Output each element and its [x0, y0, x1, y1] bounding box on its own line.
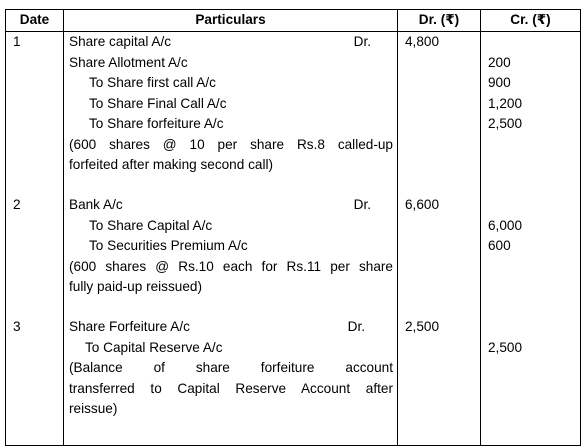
narration-line: transferred to Capital Reserve Account after: [69, 380, 393, 396]
narration: [69, 358, 393, 420]
entry-dr: [398, 195, 481, 317]
dr-mark: Dr.: [353, 197, 371, 212]
header-date: Date: [6, 10, 64, 32]
dr-amount: 6,600: [405, 197, 440, 212]
credit-account: To Share Capital A/c: [89, 217, 213, 233]
dr-mark: Dr.: [347, 319, 365, 334]
entry-dr: [398, 32, 481, 196]
cr-amount: 900: [488, 75, 511, 90]
entry-particulars: [64, 195, 398, 317]
debit-account-2: Share Allotment A/c: [69, 54, 188, 70]
narration-line: reissue): [69, 401, 118, 416]
entry-particulars: [64, 317, 398, 446]
narration-line: (Balance of share forfeiture account: [69, 360, 393, 375]
credit-account: To Share forfeiture A/c: [89, 116, 224, 131]
narration-line: forfeited after making second call): [69, 157, 274, 172]
dr-amount: 4,800: [405, 34, 440, 49]
credit-account: To Securities Premium A/c: [89, 238, 248, 253]
cr-amount: 2,500: [488, 116, 523, 131]
credit-account: To Share Final Call A/c: [89, 95, 227, 111]
cr-amount: 600: [488, 238, 511, 253]
entry-cr: [481, 195, 581, 317]
header-cr: Cr. (₹): [481, 10, 581, 32]
entry-date: 1: [6, 32, 64, 196]
header-particulars: Particulars: [64, 10, 398, 32]
debit-account: Bank A/c: [69, 197, 123, 212]
entry-cr: [481, 32, 581, 196]
narration-line: (600 shares @ Rs.10 each for Rs.11 per share: [69, 258, 393, 274]
journal-entry-3: [6, 317, 581, 446]
entry-date: 3: [6, 317, 64, 446]
journal-entry-1: [6, 32, 581, 196]
narration: [69, 135, 393, 176]
credit-account: To Share first call A/c: [89, 75, 216, 90]
header-row: [6, 10, 581, 32]
cr-amount: 2,500: [488, 339, 523, 355]
dr-mark: Dr.: [353, 34, 371, 49]
entry-date: 2: [6, 195, 64, 317]
journal-table: [5, 9, 581, 446]
cr-amount: 200: [488, 54, 511, 70]
header-dr: Dr. (₹): [398, 10, 481, 32]
narration: [69, 257, 393, 298]
debit-account: Share Forfeiture A/c: [69, 319, 190, 334]
entry-cr: [481, 317, 581, 446]
cr-amount: 1,200: [488, 95, 523, 111]
entry-dr: [398, 317, 481, 446]
credit-account: To Capital Reserve A/c: [85, 339, 223, 355]
narration-line: (600 shares @ 10 per share Rs.8 called-up: [69, 136, 393, 152]
debit-account: Share capital A/c: [69, 34, 172, 49]
journal-entry-2: [6, 195, 581, 317]
narration-line: fully paid-up reissued): [69, 279, 202, 294]
entry-particulars: [64, 32, 398, 196]
cr-amount: 6,000: [488, 217, 523, 233]
dr-amount: 2,500: [405, 319, 440, 334]
